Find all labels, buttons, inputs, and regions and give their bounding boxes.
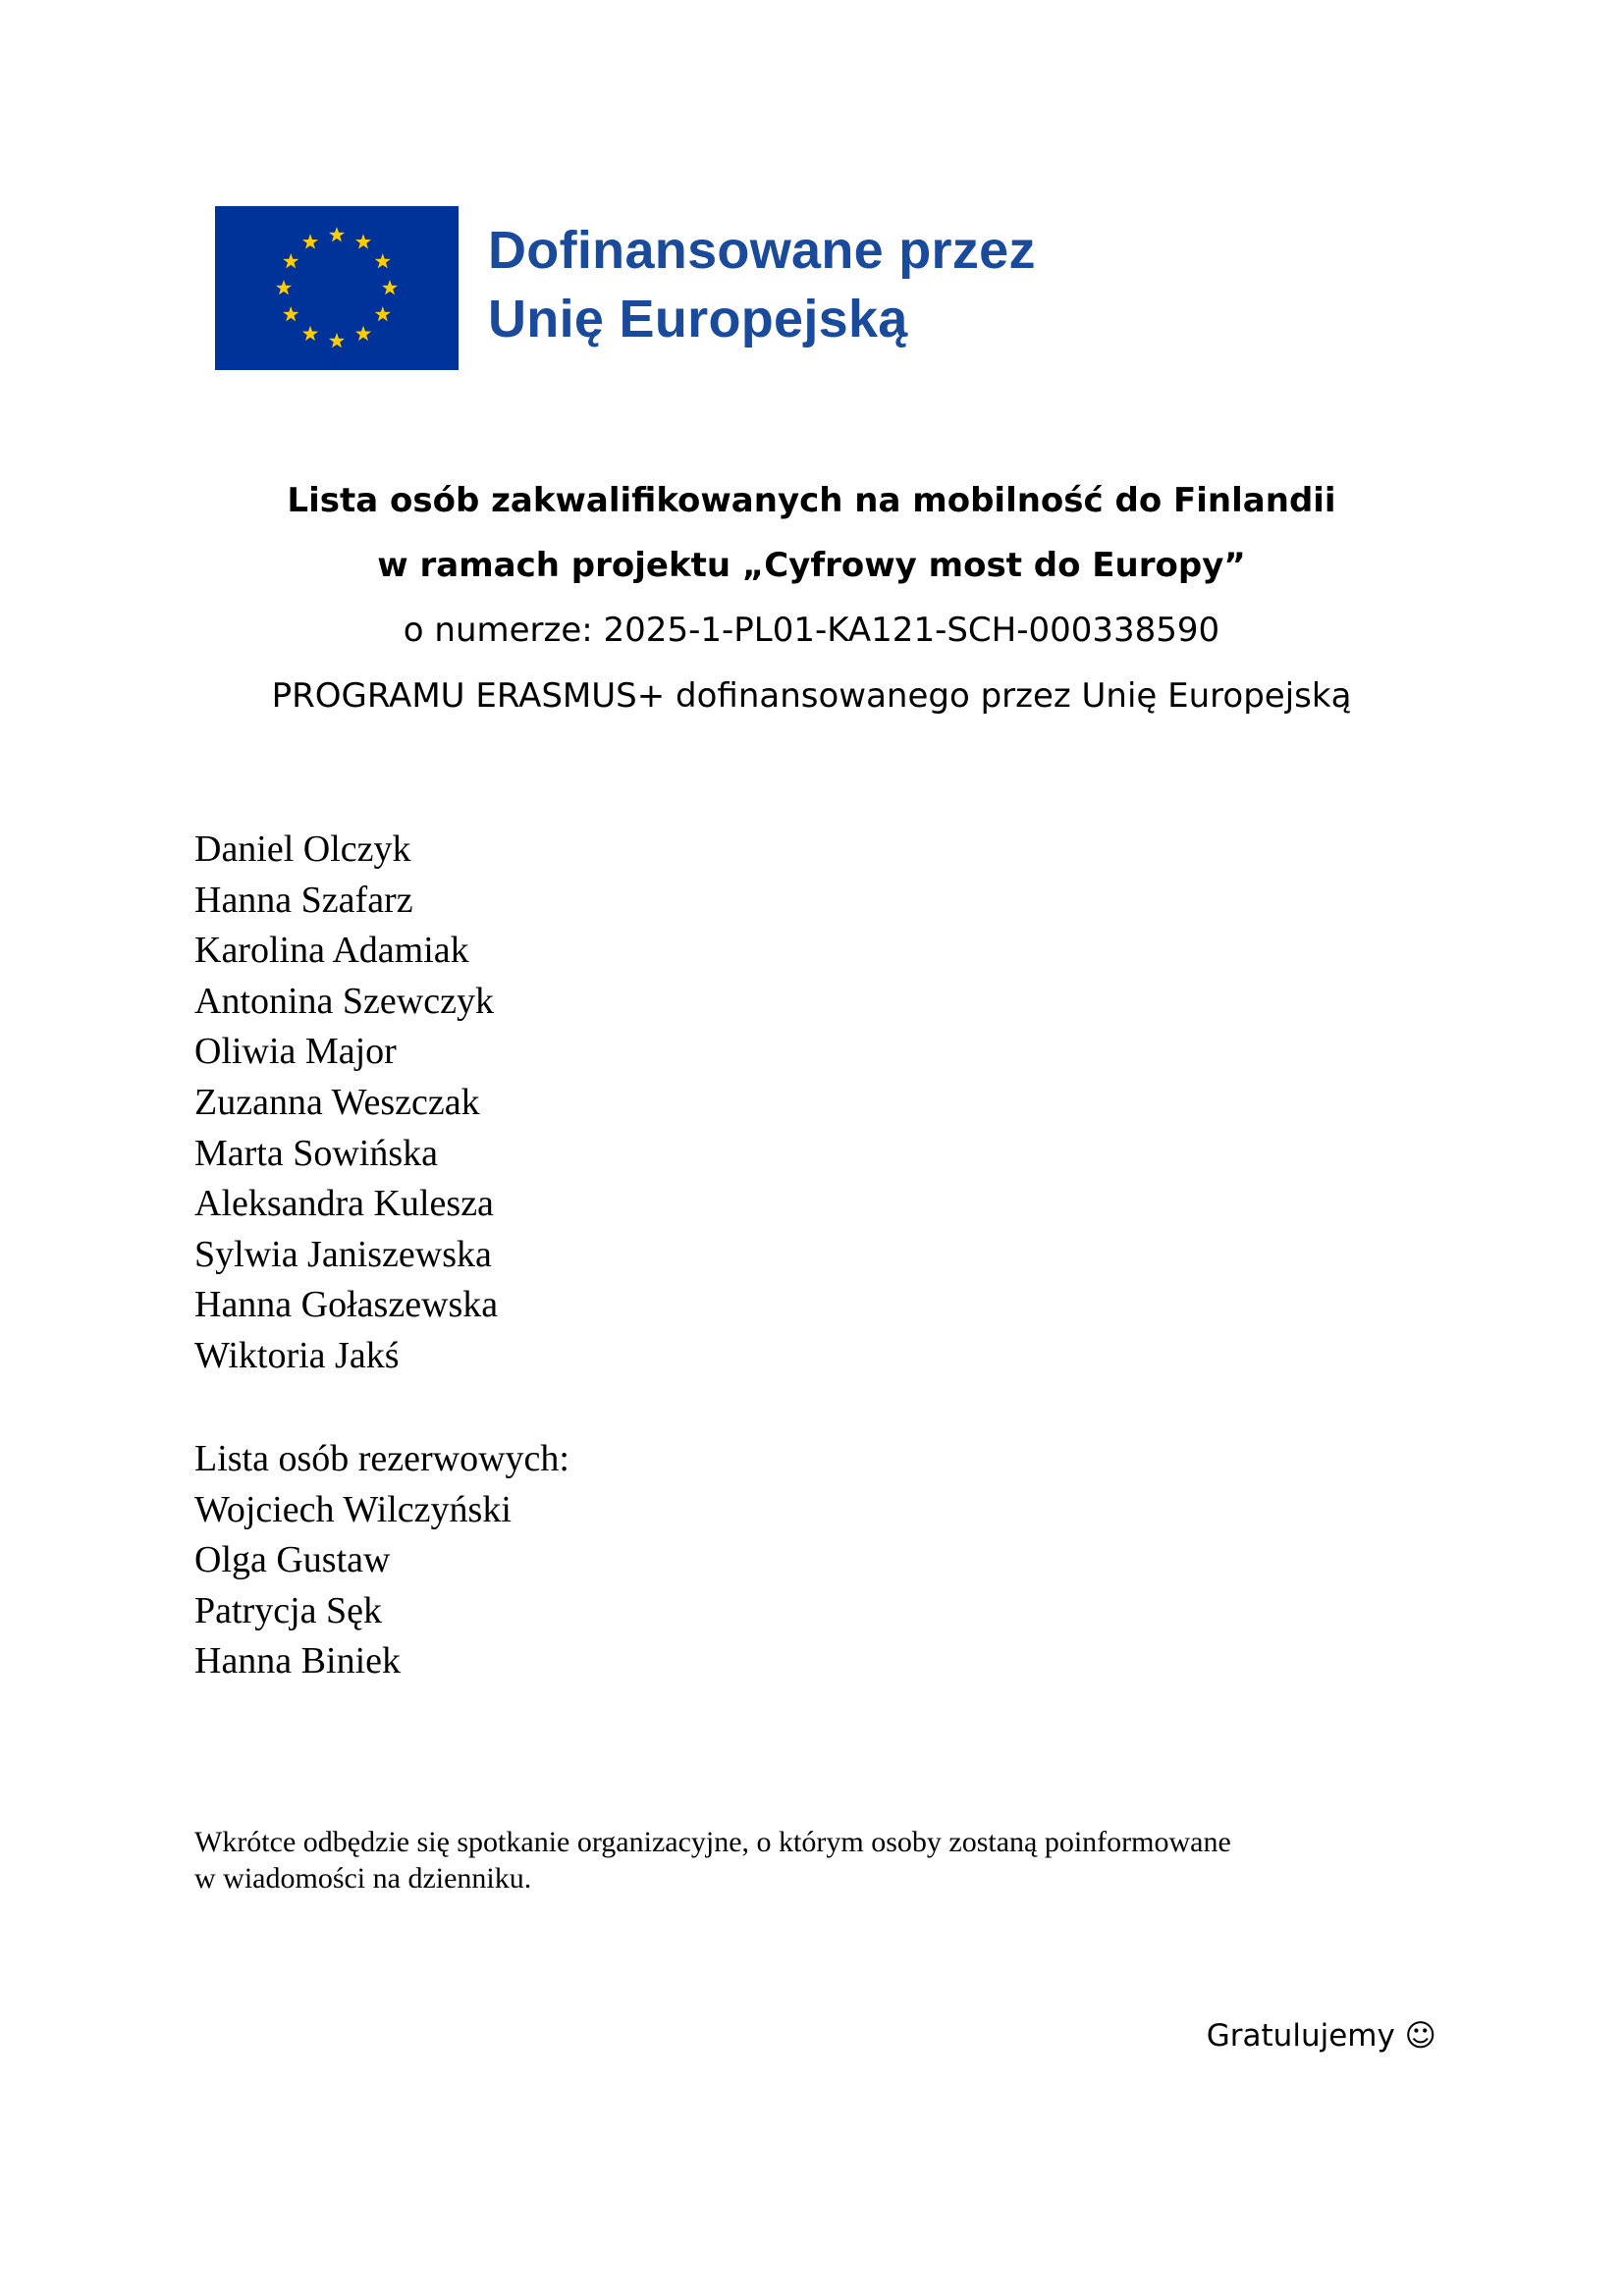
qualified-list xyxy=(194,825,498,1382)
list-item: Antonina Szewczyk xyxy=(194,980,494,1022)
list-item: Zuzanna Weszczak xyxy=(194,1081,480,1123)
cofunded-line-1: Dofinansowane przez xyxy=(488,221,1036,280)
list-item: Hanna Szafarz xyxy=(194,879,413,921)
list-item: Hanna Gołaszewska xyxy=(194,1284,499,1326)
reserve-list-title: Lista osób rezerwowych: xyxy=(194,1438,569,1479)
list-item: Sylwia Janiszewska xyxy=(194,1233,492,1275)
list-item: Hanna Biniek xyxy=(194,1640,402,1682)
reserve-list xyxy=(194,1434,569,1687)
meeting-note-line-2: w wiadomości na dzienniku. xyxy=(194,1862,532,1895)
eu-cofunded-logo xyxy=(215,206,1069,370)
list-item: Aleksandra Kulesza xyxy=(194,1183,494,1225)
meeting-note-line-1: Wkrótce odbędzie się spotkanie organizacyjne, o którym osoby zostaną poinformowane xyxy=(194,1826,1231,1858)
congratulations-text: Gratulujemy ☺ xyxy=(1206,2018,1436,2054)
cofunded-text xyxy=(488,216,1036,353)
list-item: Olga Gustaw xyxy=(194,1539,391,1581)
cofunded-line-2: Unię Europejską xyxy=(488,290,908,348)
eu-flag-icon xyxy=(215,206,459,370)
list-item: Wiktoria Jakś xyxy=(194,1334,400,1376)
project-name: w ramach projektu „Cyfrowy most do Europy” xyxy=(377,546,1246,585)
document-title: Lista osób zakwalifikowanych na mobilność do Finlandii xyxy=(287,481,1336,520)
list-item: Wojciech Wilczyński xyxy=(194,1488,512,1530)
program-name: PROGRAMU ERASMUS+ dofinansowanego przez Unię Europejską xyxy=(271,676,1352,716)
list-item: Oliwia Major xyxy=(194,1031,397,1073)
list-item: Daniel Olczyk xyxy=(194,828,411,870)
list-item: Marta Sowińska xyxy=(194,1132,439,1174)
meeting-note xyxy=(194,1824,1231,1896)
list-item: Karolina Adamiak xyxy=(194,930,469,972)
list-item: Patrycja Sęk xyxy=(194,1589,383,1631)
project-number: o numerze: 2025-1-PL01-KA121-SCH-000338590 xyxy=(403,611,1220,650)
